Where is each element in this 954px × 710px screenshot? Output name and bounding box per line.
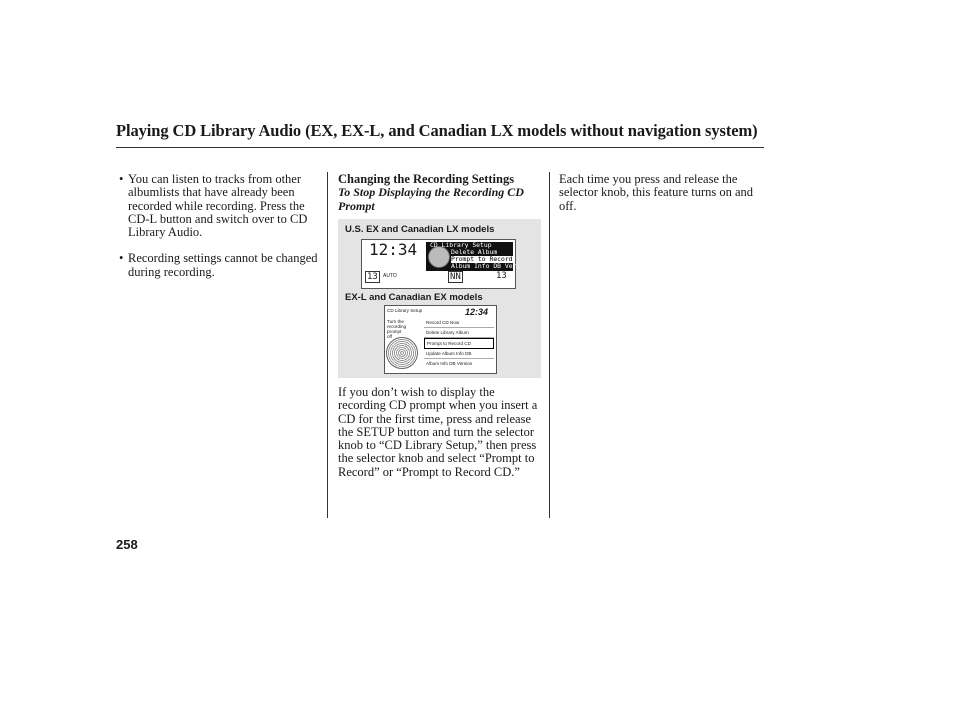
display-menu-item: Delete Library Album bbox=[424, 328, 494, 338]
bullet-icon: • bbox=[119, 251, 124, 266]
display-indicator-mid: NN bbox=[450, 272, 461, 282]
column-middle bbox=[338, 173, 544, 213]
display-clock: 12:34 bbox=[369, 240, 418, 259]
figure-label-us: U.S. EX and Canadian LX models bbox=[345, 224, 495, 235]
section-heading: Changing the Recording Settings bbox=[338, 172, 515, 186]
display-side-text: off bbox=[387, 334, 393, 339]
instructions-paragraph: If you don’t wish to display the recording CD prompt when you insert a CD for the first time, press and release the SETUP button and turn the selector knob to “CD Library Setup,” then press the selector knob and select “Prompt to Record” or “Prompt to Record CD.” bbox=[338, 385, 538, 479]
figure-label-exl: EX-L and Canadian EX models bbox=[345, 292, 483, 303]
title-divider bbox=[116, 147, 764, 148]
display-menu-item: Update Album Info DB bbox=[424, 349, 494, 359]
display-menu-item: Delete Album bbox=[451, 248, 498, 256]
display-menu-item: Album Info DB Ver. bbox=[451, 262, 521, 270]
cd-icon bbox=[386, 337, 418, 369]
bullet-icon: • bbox=[119, 172, 124, 186]
page-number: 258 bbox=[116, 537, 138, 552]
cd-icon bbox=[428, 246, 450, 268]
toggle-note-paragraph: Each time you press and release the selector knob, this feature turns on and off. bbox=[559, 172, 754, 213]
display-side-text: prompt bbox=[387, 329, 402, 334]
display-indicator-right: 13 bbox=[496, 271, 507, 281]
column-divider-left bbox=[327, 172, 328, 518]
bullet-text: You can listen to tracks from other albumlists that have already been recorded while recording. Press the CD-L button and switch over to CD Library Audio. bbox=[128, 172, 308, 240]
bullet-text: Recording settings cannot be changed during recording. bbox=[128, 251, 318, 279]
display-menu-item-selected: Prompt to Record CD bbox=[424, 338, 494, 349]
display-menu-item-selected: Prompt to Record bbox=[451, 255, 513, 263]
list-item bbox=[119, 252, 325, 279]
display-side-text: Turn the bbox=[387, 319, 404, 324]
column-divider-right bbox=[549, 172, 550, 518]
display-menu bbox=[424, 318, 494, 368]
section-subheading: To Stop Displaying the Recording CD Prompt bbox=[338, 185, 524, 213]
list-item bbox=[119, 173, 325, 239]
display-menu-title: CD Library Setup bbox=[430, 241, 492, 249]
display-side-text: recording bbox=[387, 324, 407, 329]
column-left bbox=[119, 173, 325, 292]
display-auto-label: AUTO bbox=[383, 273, 397, 279]
display-indicator-left: 13 bbox=[367, 272, 378, 282]
audio-display-exl bbox=[384, 305, 497, 374]
audio-display-us bbox=[361, 239, 521, 289]
display-title: CD Library Setup bbox=[387, 308, 423, 313]
display-menu-item: Album Info DB Version bbox=[426, 361, 473, 366]
display-menu-item: Record CD Now bbox=[424, 318, 494, 328]
page-title: Playing CD Library Audio (EX, EX-L, and Canadian LX models without navigation system) bbox=[116, 121, 758, 140]
display-clock: 12:34 bbox=[465, 307, 489, 317]
display-menu-screen bbox=[426, 241, 521, 271]
